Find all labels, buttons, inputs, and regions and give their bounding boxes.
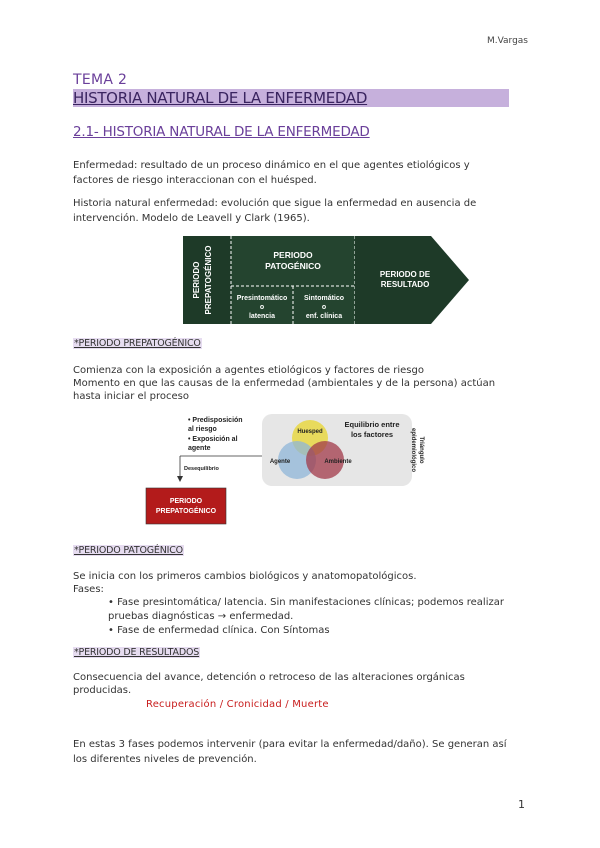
text-line: factores de riesgo interaccionan con el huésped. — [73, 175, 317, 186]
list-item-continuation: pruebas diagnósticas → enfermedad. — [108, 611, 294, 622]
patogenic-heading: *PERIODO PATOGÉNICO — [74, 545, 183, 556]
presintomatic-label-3: latencia — [248, 313, 276, 320]
sintomatic-label-3: enf. clínica — [305, 313, 343, 320]
epidemiological-triangle-diagram — [140, 410, 440, 530]
triangle-label-2: epidemiológico — [410, 427, 416, 473]
desequilibrio-label: Desequilibrio — [184, 466, 219, 472]
patogenic-label-1: PERIODO — [273, 250, 313, 260]
leavell-clark-diagram — [183, 236, 469, 324]
prepatogenic-heading: *PERIODO PREPATOGÉNICO — [74, 338, 201, 349]
section-heading: 2.1- HISTORIA NATURAL DE LA ENFERMEDAD — [73, 124, 370, 140]
ambiente-label: Ambiente — [324, 459, 352, 465]
bullet-exposicion-2: agente — [188, 445, 211, 452]
text-line: Enfermedad: resultado de un proceso dinámico en el que agentes etiológicos y — [73, 160, 470, 171]
bullet-exposicion-1: • Exposición al — [188, 436, 238, 443]
fase-list — [108, 596, 528, 638]
prepatogenic-box-label-2: PREPATOGÉNICO — [155, 508, 217, 515]
patogenic-label-2: PATOGÉNICO — [265, 261, 321, 271]
list-item: • Fase presintomática/ latencia. Sin manifestaciones clínicas; podemos realizar — [108, 597, 504, 608]
sintomatic-label-1: Sintomático — [303, 295, 345, 302]
outcomes-label: Recuperación / Cronicidad / Muerte — [146, 699, 329, 710]
text-line: intervención. Modelo de Leavell y Clark (1965). — [73, 213, 310, 224]
bullet-predisposicion-2: al riesgo — [188, 426, 217, 433]
presintomatic-label-1: Presintomático — [236, 295, 288, 302]
patogenic-text — [73, 570, 525, 596]
text-line: Momento en que las causas de la enfermedad (ambientales y de la persona) actúan — [73, 378, 496, 389]
author-label: M.Vargas — [486, 36, 528, 46]
text-line: Consecuencia del avance, detención o retroceso de las alteraciones orgánicas — [73, 672, 465, 683]
text-line: producidas. — [73, 685, 132, 696]
equilibrio-label-1: Equilibrio entre — [344, 420, 400, 429]
sintomatic-label-2: o — [321, 304, 327, 311]
prepatogenic-text — [73, 364, 525, 403]
list-item: • Fase de enfermedad clínica. Con Síntomas — [108, 625, 330, 636]
prepatogenic-label-1: PERIODO — [192, 261, 201, 299]
triangle-label-1: Triángulo — [418, 436, 424, 464]
presintomatic-label-2: o — [259, 304, 265, 311]
agente-label: Agente — [269, 459, 291, 465]
tema-label: TEMA 2 — [73, 72, 128, 88]
resultados-heading: *PERIODO DE RESULTADOS — [74, 647, 200, 658]
prepatogenic-label-2: PREPATOGÉNICO — [204, 245, 213, 315]
result-label-1: PERIODO DE — [379, 270, 431, 279]
text-line: Se inicia con los primeros cambios biológicos y anatomopatológicos. — [73, 571, 417, 582]
result-label-2: RESULTADO — [380, 280, 430, 289]
text-line: Comienza con la exposición a agentes etiológicos y factores de riesgo — [73, 365, 424, 376]
bullet-predisposicion-1: • Predisposición — [188, 417, 243, 424]
text-line: los diferentes niveles de prevención. — [73, 754, 257, 765]
huesped-label: Huesped — [297, 429, 323, 435]
text-line: hasta iniciar el proceso — [73, 391, 189, 402]
page-number: 1 — [518, 798, 525, 811]
text-line: Historia natural enfermedad: evolución que sigue la enfermedad en ausencia de — [73, 198, 477, 209]
text-line: En estas 3 fases podemos intervenir (para evitar la enfermedad/daño). Se generan así — [73, 739, 507, 750]
page-title: HISTORIA NATURAL DE LA ENFERMEDAD — [73, 89, 509, 107]
prepatogenic-box-label-1: PERIODO — [169, 498, 203, 505]
text-line: Fases: — [73, 584, 104, 595]
resultados-text — [73, 671, 525, 697]
closing-paragraph — [73, 737, 525, 767]
arrow-down-icon — [177, 476, 183, 482]
intro-paragraph-1 — [73, 158, 525, 188]
equilibrio-label-2: los factores — [350, 430, 394, 439]
intro-paragraph-2 — [73, 196, 525, 226]
prepatogenic-box — [146, 488, 226, 524]
